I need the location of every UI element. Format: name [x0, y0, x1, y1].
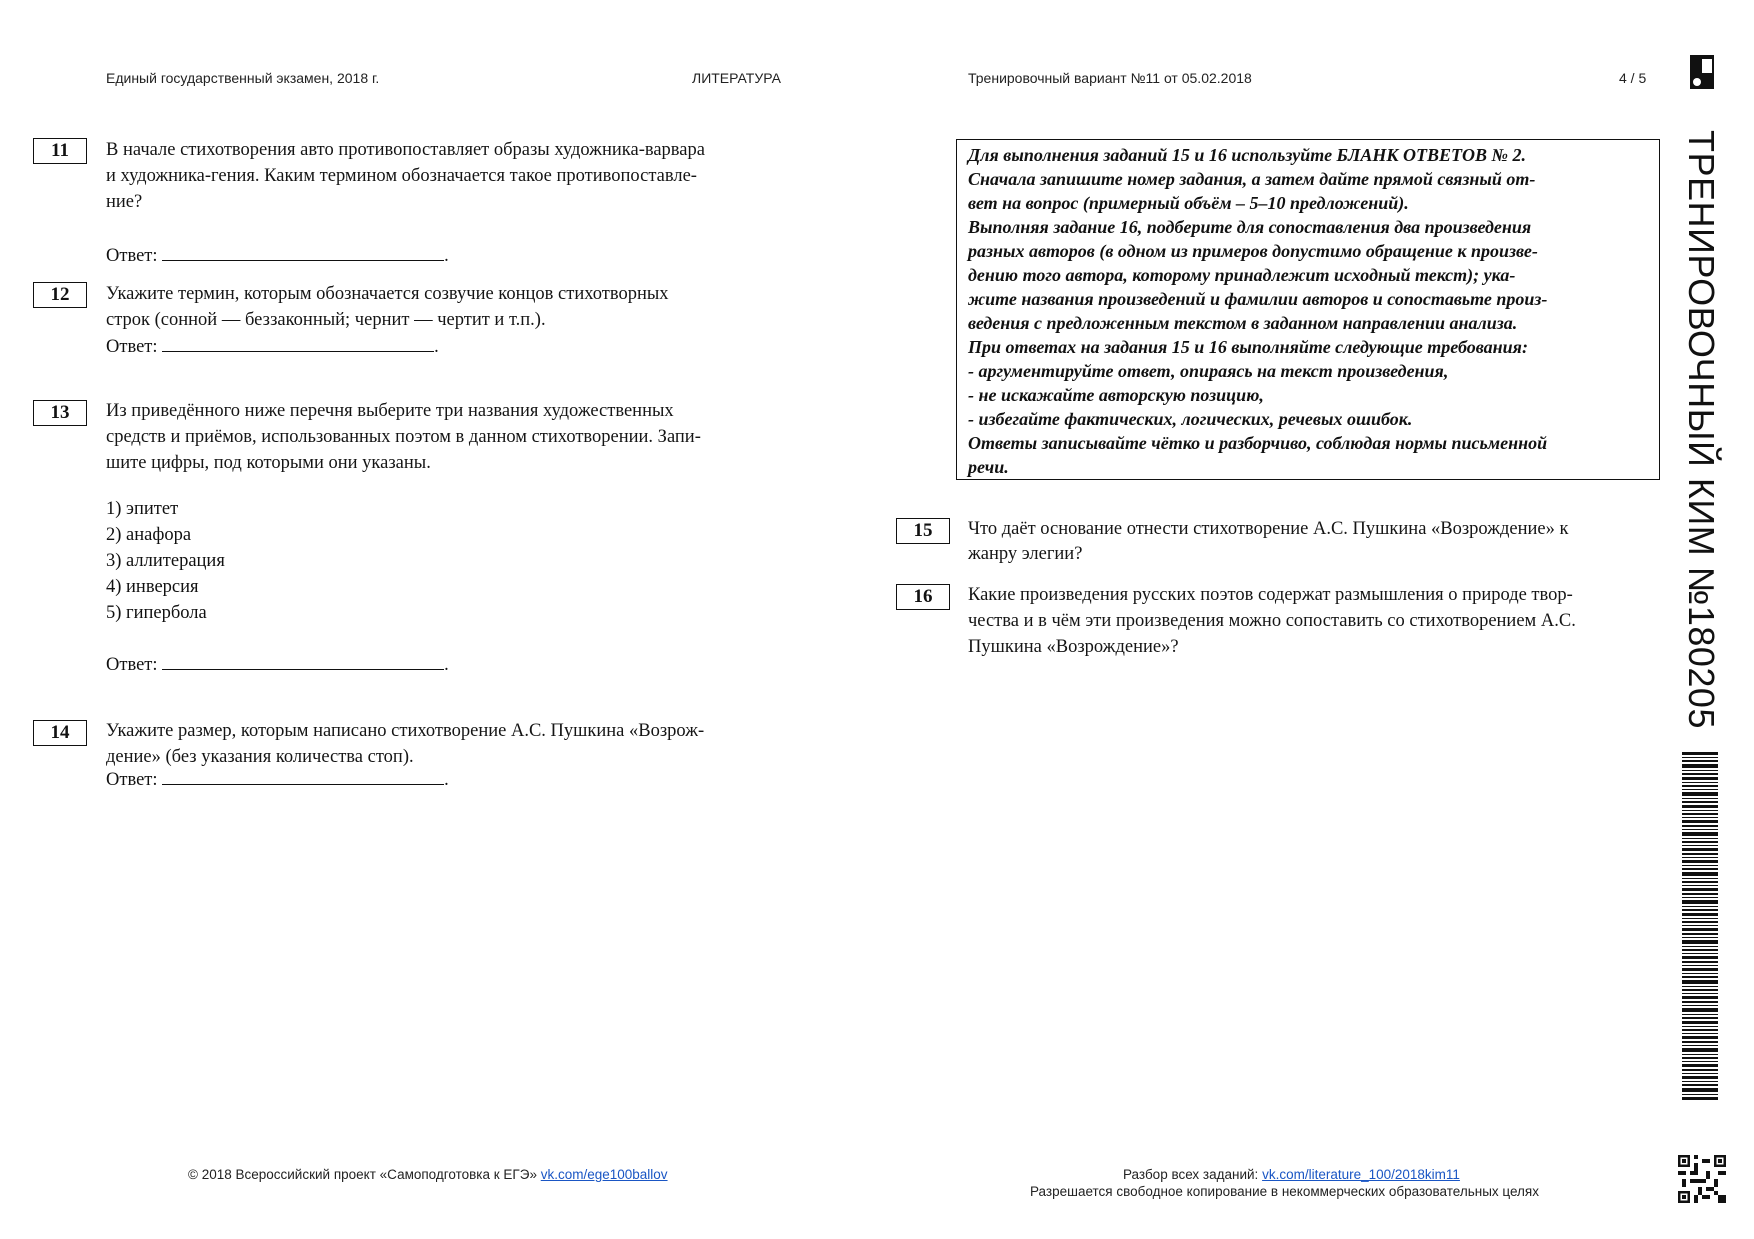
question-14-line: Укажите размер, которым написано стихотворение А.С. Пушкина «Возрож- — [106, 721, 705, 741]
vertical-kim-title: ТРЕНИРОВОЧНЫЙ КИМ №180205 — [1681, 130, 1722, 729]
question-15-text — [968, 517, 1569, 567]
question-number-11: 11 — [33, 138, 87, 164]
instructions-line: Сначала запишите номер задания, а затем дайте прямой связный от- — [968, 169, 1536, 189]
option-item: 1) эпитет — [106, 499, 179, 519]
question-16-line: Какие произведения русских поэтов содержат размышления о природе твор- — [968, 585, 1573, 605]
instructions-line: речи. — [968, 457, 1009, 477]
instructions-line: - избегайте фактических, логических, речевых ошибок. — [968, 409, 1413, 429]
footer-vk-link[interactable]: vk.com/ege100ballov — [540, 1167, 668, 1182]
question-13-line: средств и приёмов, использованных поэтом в данном стихотворении. Запи- — [106, 427, 701, 447]
instructions-box — [956, 139, 1660, 480]
header-subject: ЛИТЕРАТУРА — [692, 70, 781, 86]
question-13-line: Из приведённого ниже перечня выберите три названия художественных — [106, 401, 674, 421]
instructions-line: жите названия произведений и фамилии авторов и сопоставьте произ- — [968, 289, 1548, 309]
question-12-text — [106, 281, 669, 333]
question-15-line: жанру элегии? — [968, 544, 1083, 564]
header-page-number: 4 / 5 — [1619, 70, 1647, 86]
footer-solutions-label: Разбор всех заданий: — [1123, 1167, 1259, 1182]
question-11-text — [106, 137, 705, 215]
exam-logo-icon — [1690, 55, 1714, 89]
option-item: 5) гипербола — [106, 603, 207, 623]
footer-solutions-link[interactable]: vk.com/literature_100/2018kim11 — [1262, 1167, 1460, 1182]
answer-line[interactable] — [162, 653, 444, 670]
instructions-line: Выполняя задание 16, подберите для сопоставления два произведения — [968, 217, 1532, 237]
instructions-line: - не искажайте авторскую позицию, — [968, 385, 1264, 405]
question-14-line: дение» (без указания количества стоп). — [106, 747, 414, 767]
header-variant: Тренировочный вариант №11 от 05.02.2018 — [968, 70, 1252, 86]
footer-copyright — [188, 1167, 668, 1182]
answer-label: Ответ: — [106, 655, 158, 675]
answer-field-13[interactable]: Ответ: . — [106, 655, 449, 675]
answer-label: Ответ: — [106, 246, 158, 266]
instructions-line: Ответы записывайте чётко и разборчиво, соблюдая нормы письменной — [968, 433, 1548, 453]
question-14-text — [106, 718, 704, 770]
qr-code-icon — [1678, 1155, 1726, 1203]
question-number-13: 13 — [33, 400, 87, 426]
answer-field-12[interactable]: Ответ: . — [106, 337, 439, 357]
instructions-line: При ответах на задания 15 и 16 выполняйте следующие требования: — [968, 337, 1528, 357]
answer-field-11[interactable]: Ответ: . — [106, 246, 449, 266]
question-number-16: 16 — [896, 584, 950, 610]
footer-copy-note: Разрешается свободное копирование в некоммерческих образовательных целях — [1030, 1184, 1539, 1199]
question-12-line: строк (сонной — беззаконный; чернит — чертит и т.п.). — [106, 310, 546, 330]
answer-field-14[interactable]: Ответ: . — [106, 770, 449, 790]
barcode-icon — [1682, 752, 1718, 1100]
option-item: 2) анафора — [106, 525, 192, 545]
instructions-line: Для выполнения заданий 15 и 16 используйте БЛАНК ОТВЕТОВ № 2. — [968, 145, 1527, 165]
answer-label: Ответ: — [106, 770, 158, 790]
answer-line[interactable] — [162, 335, 434, 352]
answer-line[interactable] — [162, 244, 444, 261]
footer-copyright-text: © 2018 Всероссийский проект «Самоподготовка к ЕГЭ» — [188, 1167, 537, 1182]
question-number-15: 15 — [896, 518, 950, 544]
instructions-line: вет на вопрос (примерный объём – 5–10 предложений). — [968, 193, 1409, 213]
question-16-line: Пушкина «Возрождение»? — [968, 637, 1179, 657]
question-13-line: шите цифры, под которыми они указаны. — [106, 453, 431, 473]
instructions-line: дению того автора, которому принадлежит исходный текст); ука- — [968, 265, 1516, 285]
question-11-line: и художника-гения. Каким термином обозначается такое противопоставле- — [106, 166, 697, 186]
question-13-text — [106, 398, 701, 476]
question-11-line: В начале стихотворения авто противопоставляет образы художника-варвара — [106, 140, 705, 160]
instructions-line: разных авторов (в одном из примеров допустимо обращение к произве- — [968, 241, 1538, 261]
option-item: 4) инверсия — [106, 577, 199, 597]
answer-line[interactable] — [162, 768, 444, 785]
question-16-text — [968, 582, 1576, 660]
footer-solutions — [1123, 1167, 1460, 1182]
question-16-line: чества и в чём эти произведения можно сопоставить со стихотворением А.С. — [968, 611, 1576, 631]
instructions-line: - аргументируйте ответ, опираясь на текст произведения, — [968, 361, 1449, 381]
answer-label: Ответ: — [106, 337, 158, 357]
instructions-line: ведения с предложенным текстом в заданном направлении анализа. — [968, 313, 1518, 333]
option-item: 3) аллитерация — [106, 551, 225, 571]
question-number-12: 12 — [33, 282, 87, 308]
question-12-line: Укажите термин, которым обозначается созвучие концов стихотворных — [106, 284, 669, 304]
header-exam-title: Единый государственный экзамен, 2018 г. — [106, 70, 380, 86]
question-11-line: ние? — [106, 192, 143, 212]
question-13-options — [106, 496, 225, 626]
question-15-line: Что даёт основание отнести стихотворение А.С. Пушкина «Возрождение» к — [968, 519, 1569, 539]
question-number-14: 14 — [33, 720, 87, 746]
